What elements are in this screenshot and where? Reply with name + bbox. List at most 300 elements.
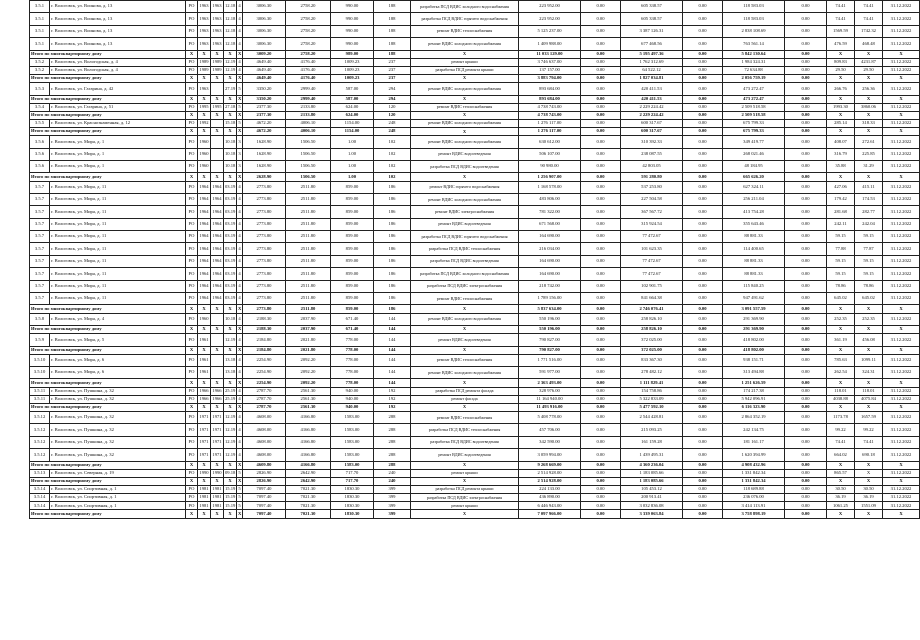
floors-code-cell: X <box>224 95 237 103</box>
floors-code-cell: X <box>224 461 237 469</box>
floors-code-cell: X <box>224 111 237 119</box>
total-cost-cell: 328 976.00 <box>519 387 581 395</box>
entrances-cell: 4 <box>237 449 243 461</box>
owner-amount-cell: 3 414 113.91 <box>723 502 785 510</box>
living-area-cell: 1506.50 <box>286 136 331 148</box>
deadline-cell: 31.12.2022 <box>883 1 920 13</box>
work-type-cell: ремонт ВДИС теплоснабжения <box>411 293 519 305</box>
address-cell: г. Вологовск, ул. Пушкина, д. 32 <box>50 411 186 423</box>
row-number: 3.5.10 <box>30 367 50 379</box>
table-row <box>30 411 920 423</box>
total-area-cell: 3350.20 <box>243 95 286 103</box>
residents-cell: 288 <box>374 449 411 461</box>
fund-amount-cell: 605 338.57 <box>621 1 683 13</box>
total-area-cell: 2773.80 <box>243 181 286 193</box>
row-number: 3.5.2 <box>30 58 50 66</box>
work-type-cell: ремонт ВДИС теплоснабжения <box>411 411 519 423</box>
zero-col-3-cell: 0.00 <box>785 477 827 485</box>
address-cell: г. Вологовск, ул. Воинова, д. 13 <box>50 13 186 25</box>
floors-code-cell: 12.18 <box>224 13 237 25</box>
fund-amount-cell: 5 195 497.36 <box>621 50 683 58</box>
deadline-cell: 31.12.2022 <box>883 243 920 255</box>
zero-col-3-cell: 0.00 <box>785 13 827 25</box>
material-cell: X <box>186 379 198 387</box>
zero-col-2-cell: 0.00 <box>683 293 723 305</box>
material-cell: РО <box>186 280 198 292</box>
unit-cost-cell: X <box>827 461 855 469</box>
zero-col-3-cell: 0.00 <box>785 461 827 469</box>
living-area-cell: 4166.80 <box>286 461 331 469</box>
material-cell: РО <box>186 436 198 448</box>
year-renovated-cell: 1966 <box>211 395 224 403</box>
living-area-cell: 2092.20 <box>286 354 331 366</box>
fund-amount-cell: 5 322 833.09 <box>621 395 683 403</box>
year-built-cell: 1981 <box>198 502 211 510</box>
work-type-cell: ремонт ВДИС горячего водоснабжения <box>411 181 519 193</box>
work-type-cell: разработка ПСД ВДИС холодного водоснабжения <box>411 268 519 280</box>
nonliving-area-cell: 778.00 <box>331 354 374 366</box>
zero-col-2-cell: 0.00 <box>683 128 723 136</box>
floors-code-cell: 25.19 <box>224 387 237 395</box>
material-cell: X <box>186 477 198 485</box>
material-cell: РО <box>186 13 198 25</box>
nonliving-area-cell: 778.00 <box>331 346 374 354</box>
nonliving-area-cell: 859.00 <box>331 255 374 267</box>
zero-col-1-cell: 0.00 <box>581 25 621 37</box>
table-row <box>30 367 920 379</box>
table-row <box>30 436 920 448</box>
work-type-cell: X <box>411 74 519 82</box>
material-cell: РО <box>186 469 198 477</box>
unit-cost-cell: 30.50 <box>827 485 855 493</box>
entrances-cell: 4 <box>237 387 243 395</box>
year-renovated-cell: 1964 <box>211 231 224 243</box>
total-cost-cell: 671 568.00 <box>519 218 581 230</box>
nonliving-area-cell: 671.40 <box>331 325 374 333</box>
zero-col-1-cell: 0.00 <box>581 367 621 379</box>
unit-cost-cell: 118.01 <box>827 387 855 395</box>
zero-col-2-cell: 0.00 <box>683 461 723 469</box>
total-area-cell: 4609.80 <box>243 461 286 469</box>
unit-cost-cell: X <box>827 346 855 354</box>
row-number: 3.5.12 <box>30 449 50 461</box>
row-number: 3.5.6 <box>30 161 50 173</box>
max-unit-cost-cell: 4075.84 <box>855 395 883 403</box>
year-built-cell: X <box>198 403 211 411</box>
nonliving-area-cell: 990.00 <box>331 38 374 50</box>
entrances-cell: 4 <box>237 206 243 218</box>
material-cell: X <box>186 95 198 103</box>
zero-col-3-cell: 0.00 <box>785 231 827 243</box>
address-cell: г. Вологовск, ул. Пушкина, д. 32 <box>50 395 186 403</box>
work-type-cell: разработка ПСД ВДИС водоотведения <box>411 255 519 267</box>
material-cell: X <box>186 74 198 82</box>
living-area-cell: 2999.40 <box>286 95 331 103</box>
zero-col-1-cell: 0.00 <box>581 411 621 423</box>
residents-cell: 144 <box>374 379 411 387</box>
nonliving-area-cell: 1583.00 <box>331 436 374 448</box>
total-label: Итого по многоквартирному дому <box>30 477 186 485</box>
unit-cost-cell: 809.83 <box>827 58 855 66</box>
fund-amount-cell: 841 664.38 <box>621 293 683 305</box>
total-area-cell: 2628.90 <box>243 173 286 181</box>
floors-code-cell: 12.19 <box>224 334 237 346</box>
nonliving-area-cell: 859.00 <box>331 218 374 230</box>
house-total-row <box>30 305 920 313</box>
entrances-cell: 4 <box>237 231 243 243</box>
unit-cost-cell: X <box>827 128 855 136</box>
row-number: 3.5.7 <box>30 218 50 230</box>
material-cell: РО <box>186 354 198 366</box>
year-renovated-cell: X <box>211 95 224 103</box>
max-unit-cost-cell: 99.22 <box>855 424 883 436</box>
year-renovated-cell: X <box>211 461 224 469</box>
address-cell: г. Вологовск, ул. Мира, д. 11 <box>50 218 186 230</box>
floors-code-cell: X <box>224 173 237 181</box>
living-area-cell: 2511.80 <box>286 293 331 305</box>
address-cell: г. Вологовск, ул. Мира, д. 11 <box>50 193 186 205</box>
fund-amount-cell: 605 338.57 <box>621 13 683 25</box>
fund-amount-cell: 677 468.56 <box>621 38 683 50</box>
floors-code-cell: 10.18 <box>224 161 237 173</box>
zero-col-3-cell: 0.00 <box>785 305 827 313</box>
living-area-cell: 1506.50 <box>286 161 331 173</box>
material-cell: РО <box>186 502 198 510</box>
house-total-row <box>30 403 920 411</box>
living-area-cell: 4166.80 <box>286 436 331 448</box>
floors-code-cell: 15.19 <box>224 502 237 510</box>
residents-cell: 188 <box>374 13 411 25</box>
zero-col-3-cell: 0.00 <box>785 161 827 173</box>
work-type-cell: разработка ПСД ВДИС электроснабжения <box>411 494 519 502</box>
house-total-row <box>30 173 920 181</box>
year-built-cell: X <box>198 325 211 333</box>
entrances-cell: 5 <box>237 502 243 510</box>
fund-amount-cell: 101 623.35 <box>621 243 683 255</box>
year-renovated-cell: 1971 <box>211 436 224 448</box>
zero-col-3-cell: 0.00 <box>785 379 827 387</box>
zero-col-1-cell: 0.00 <box>581 436 621 448</box>
zero-col-3-cell: 0.00 <box>785 449 827 461</box>
table-row <box>30 494 920 502</box>
zero-col-1-cell: 0.00 <box>581 231 621 243</box>
work-type-cell: разработка ПСД ВДИС теплоснабжения <box>411 424 519 436</box>
year-built-cell: 1960 <box>198 161 211 173</box>
zero-col-2-cell: 0.00 <box>683 379 723 387</box>
nonliving-area-cell: 624.00 <box>331 103 374 111</box>
material-cell: X <box>186 305 198 313</box>
table-row <box>30 136 920 148</box>
fund-amount-cell: 238 087.55 <box>621 148 683 160</box>
zero-col-3-cell: 0.00 <box>785 119 827 127</box>
unit-cost-cell: 74.41 <box>827 1 855 13</box>
deadline-cell: X <box>883 379 920 387</box>
zero-col-1-cell: 0.00 <box>581 268 621 280</box>
floors-code-cell: 03.19 <box>224 280 237 292</box>
year-renovated-cell: X <box>211 379 224 387</box>
material-cell: РО <box>186 243 198 255</box>
total-cost-cell: 436 890.00 <box>519 494 581 502</box>
total-area-cell: 2773.80 <box>243 268 286 280</box>
row-number: 3.5.14 <box>30 494 50 502</box>
owner-amount-cell: 1 251 626.59 <box>723 379 785 387</box>
max-unit-cost-cell: X <box>855 510 883 518</box>
deadline-cell: 31.12.2022 <box>883 395 920 403</box>
house-total-row <box>30 95 920 103</box>
nonliving-area-cell: 859.00 <box>331 231 374 243</box>
zero-col-3-cell: 0.00 <box>785 38 827 50</box>
work-type-cell: ремонт ВДИС холодного водоснабжения <box>411 83 519 95</box>
deadline-cell: X <box>883 111 920 119</box>
living-area-cell: 2511.80 <box>286 231 331 243</box>
material-cell: РО <box>186 58 198 66</box>
zero-col-3-cell: 0.00 <box>785 95 827 103</box>
material-cell: РО <box>186 494 198 502</box>
year-built-cell: X <box>198 128 211 136</box>
work-type-cell: ремонт ВДИС водоотведения <box>411 148 519 160</box>
zero-col-2-cell: 0.00 <box>683 325 723 333</box>
zero-col-1-cell: 0.00 <box>581 313 621 325</box>
total-area-cell: 2254.90 <box>243 367 286 379</box>
floors-code-cell: 03.19 <box>224 206 237 218</box>
max-unit-cost-cell: 1551.09 <box>855 502 883 510</box>
nonliving-area-cell: 1009.23 <box>331 58 374 66</box>
work-type-cell: ремонт крыши <box>411 58 519 66</box>
year-renovated-cell: X <box>211 128 224 136</box>
total-cost-cell: 5 837 634.00 <box>519 305 581 313</box>
nonliving-area-cell: 1830.30 <box>331 502 374 510</box>
total-cost-cell: 1 276 117.00 <box>519 128 581 136</box>
fund-amount-cell: 215 093.25 <box>621 424 683 436</box>
total-area-cell: 3006.30 <box>243 1 286 13</box>
owner-amount-cell: 88 881.33 <box>723 268 785 280</box>
table-row <box>30 469 920 477</box>
living-area-cell: 2511.80 <box>286 206 331 218</box>
deadline-cell: X <box>883 95 920 103</box>
fund-amount-cell: 5 477 592.10 <box>621 403 683 411</box>
nonliving-area-cell: 859.00 <box>331 193 374 205</box>
nonliving-area-cell: 989.00 <box>331 50 374 58</box>
nonliving-area-cell: 1.00 <box>331 161 374 173</box>
zero-col-2-cell: 0.00 <box>683 255 723 267</box>
material-cell: РО <box>186 218 198 230</box>
total-cost-cell: 224 133.00 <box>519 485 581 493</box>
living-area-cell: 1506.50 <box>286 173 331 181</box>
fund-amount-cell: 315 924.54 <box>621 218 683 230</box>
residents-cell: 192 <box>374 387 411 395</box>
residents-cell: 186 <box>374 206 411 218</box>
address-cell: г. Вологовск, ул. Пушкина, д. 32 <box>50 449 186 461</box>
table-row <box>30 119 920 127</box>
entrances-cell: 5 <box>237 119 243 127</box>
year-built-cell: 1964 <box>198 193 211 205</box>
total-cost-cell: 1 256 907.00 <box>519 173 581 181</box>
total-area-cell: 3006.30 <box>243 25 286 37</box>
row-number: 3.5.7 <box>30 268 50 280</box>
floors-code-cell: 12.18 <box>224 25 237 37</box>
material-cell: РО <box>186 83 198 95</box>
fund-amount-cell: 64 522.12 <box>621 66 683 74</box>
deadline-cell: X <box>883 128 920 136</box>
unit-cost-cell: 361.19 <box>827 334 855 346</box>
deadline-cell: X <box>883 173 920 181</box>
entrances-cell: 5 <box>237 494 243 502</box>
year-renovated-cell <box>211 136 224 148</box>
material-cell: РО <box>186 161 198 173</box>
living-area-cell: 2561.30 <box>286 395 331 403</box>
owner-amount-cell: 88 881.33 <box>723 231 785 243</box>
work-type-cell: X <box>411 50 519 58</box>
owner-amount-cell: 118 583.03 <box>723 1 785 13</box>
owner-amount-cell: 291 369.90 <box>723 313 785 325</box>
work-type-cell: ремонт ВДИС электроснабжения <box>411 206 519 218</box>
total-area-cell: 4649.40 <box>243 74 286 82</box>
work-type-cell: ремонт ВДИС холодного водоснабжения <box>411 367 519 379</box>
owner-amount-cell: 627 324.11 <box>723 181 785 193</box>
residents-cell: 144 <box>374 354 411 366</box>
zero-col-3-cell: 0.00 <box>785 193 827 205</box>
fund-amount-cell: 258 826.10 <box>621 313 683 325</box>
floors-code-cell: 12.19 <box>224 424 237 436</box>
zero-col-1-cell: 0.00 <box>581 379 621 387</box>
fund-amount-cell: 2 229 224.42 <box>621 111 683 119</box>
total-area-cell: 2184.80 <box>243 334 286 346</box>
zero-col-1-cell: 0.00 <box>581 387 621 395</box>
entrances-cell: 5 <box>237 469 243 477</box>
entrances-cell: 5 <box>237 485 243 493</box>
material-cell: РО <box>186 395 198 403</box>
nonliving-area-cell: 717.70 <box>331 477 374 485</box>
deadline-cell: 31.12.2022 <box>883 136 920 148</box>
entrances-cell: 4 <box>237 25 243 37</box>
year-renovated-cell: 1964 <box>211 243 224 255</box>
zero-col-3-cell: 0.00 <box>785 403 827 411</box>
unit-cost-cell: 35.88 <box>827 161 855 173</box>
nonliving-area-cell: 587.00 <box>331 83 374 95</box>
residents-cell: 144 <box>374 346 411 354</box>
nonliving-area-cell: 1.00 <box>331 136 374 148</box>
owner-amount-cell: 355 643.46 <box>723 218 785 230</box>
living-area-cell: 2037.90 <box>286 313 331 325</box>
work-type-cell: X <box>411 173 519 181</box>
year-built-cell: 1995 <box>198 103 211 111</box>
fund-amount-cell: 833 367.30 <box>621 354 683 366</box>
address-cell: г. Вологовск, ул. Мира, д. 1 <box>50 136 186 148</box>
row-number: 3.5.12 <box>30 436 50 448</box>
address-cell: г. Вологовск, ул. Гагарина, д. 42 <box>50 83 186 95</box>
entrances-cell: 4 <box>237 436 243 448</box>
table-row <box>30 485 920 493</box>
year-built-cell: 1961 <box>198 334 211 346</box>
living-area-cell: 2092.20 <box>286 379 331 387</box>
entrances-cell: X <box>237 305 243 313</box>
row-number: 3.5.11 <box>30 395 50 403</box>
floors-code-cell: X <box>224 379 237 387</box>
zero-col-3-cell: 0.00 <box>785 502 827 510</box>
fund-amount-cell: 1 111 829.41 <box>621 379 683 387</box>
work-type-cell: X <box>411 461 519 469</box>
work-type-cell: разработка ПСД ремонта фасада <box>411 387 519 395</box>
zero-col-2-cell: 0.00 <box>683 424 723 436</box>
year-renovated-cell <box>211 354 224 366</box>
total-label: Итого по многоквартирному дому <box>30 379 186 387</box>
fund-amount-cell: 200 913.41 <box>621 494 683 502</box>
max-unit-cost-cell: X <box>855 74 883 82</box>
floors-code-cell: X <box>224 325 237 333</box>
year-renovated-cell: X <box>211 346 224 354</box>
total-area-cell: 2773.80 <box>243 305 286 313</box>
deadline-cell: 31.12.2022 <box>883 354 920 366</box>
total-cost-cell: 1 409 988.00 <box>519 38 581 50</box>
row-number: 3.5.2 <box>30 66 50 74</box>
floors-code-cell: 27.18 <box>224 103 237 111</box>
work-type-cell: X <box>411 403 519 411</box>
total-cost-cell: 164 690.00 <box>519 255 581 267</box>
unit-cost-cell: 427.06 <box>827 181 855 193</box>
work-type-cell: X <box>411 346 519 354</box>
year-renovated-cell <box>211 313 224 325</box>
nonliving-area-cell: 859.00 <box>331 181 374 193</box>
total-cost-cell: 4 738 743.00 <box>519 111 581 119</box>
address-cell: г. Вологовск, ул. Мира, д. 11 <box>50 181 186 193</box>
total-area-cell: 2787.70 <box>243 395 286 403</box>
zero-col-1-cell: 0.00 <box>581 38 621 50</box>
fund-amount-cell: 372 025.00 <box>621 334 683 346</box>
nonliving-area-cell: 671.40 <box>331 313 374 325</box>
floors-code-cell: 03.19 <box>224 268 237 280</box>
owner-amount-cell: 675 799.33 <box>723 128 785 136</box>
deadline-cell: X <box>883 461 920 469</box>
year-built-cell: 1971 <box>198 436 211 448</box>
house-total-row <box>30 74 920 82</box>
year-built-cell: X <box>198 461 211 469</box>
zero-col-1-cell: 0.00 <box>581 128 621 136</box>
total-cost-cell: 2 514 928.00 <box>519 477 581 485</box>
total-area-cell: 2377.30 <box>243 103 286 111</box>
zero-col-3-cell: 0.00 <box>785 510 827 518</box>
zero-col-3-cell: 0.00 <box>785 66 827 74</box>
material-cell: РО <box>186 268 198 280</box>
owner-amount-cell: 938 151.71 <box>723 354 785 366</box>
table-row <box>30 193 920 205</box>
total-cost-cell: 9 268 669.00 <box>519 461 581 469</box>
max-unit-cost-cell: 1742.32 <box>855 25 883 37</box>
work-type-cell: ремонт ВДИС теплоснабжения <box>411 103 519 111</box>
total-cost-cell: 790 827.00 <box>519 334 581 346</box>
owner-amount-cell: 418 802.00 <box>723 346 785 354</box>
nonliving-area-cell: 778.00 <box>331 334 374 346</box>
entrances-cell: 4 <box>237 218 243 230</box>
zero-col-2-cell: 0.00 <box>683 280 723 292</box>
address-cell: г. Вологовск, ул. Мира, д. 11 <box>50 231 186 243</box>
zero-col-2-cell: 0.00 <box>683 173 723 181</box>
residents-cell: 102 <box>374 148 411 160</box>
fund-amount-cell: 102 901.75 <box>621 280 683 292</box>
zero-col-1-cell: 0.00 <box>581 206 621 218</box>
year-built-cell: 1989 <box>198 66 211 74</box>
row-number: 3.5.3 <box>30 83 50 95</box>
house-total-row <box>30 461 920 469</box>
material-cell: РО <box>186 411 198 423</box>
entrances-cell: 4 <box>237 255 243 267</box>
living-area-cell: 2133.80 <box>286 103 331 111</box>
zero-col-1-cell: 0.00 <box>581 293 621 305</box>
zero-col-3-cell: 0.00 <box>785 424 827 436</box>
owner-amount-cell: 2 838 108.69 <box>723 25 785 37</box>
row-number: 3.5.7 <box>30 255 50 267</box>
total-cost-cell: 11 493 916.00 <box>519 403 581 411</box>
entrances-cell: 3 <box>237 136 243 148</box>
